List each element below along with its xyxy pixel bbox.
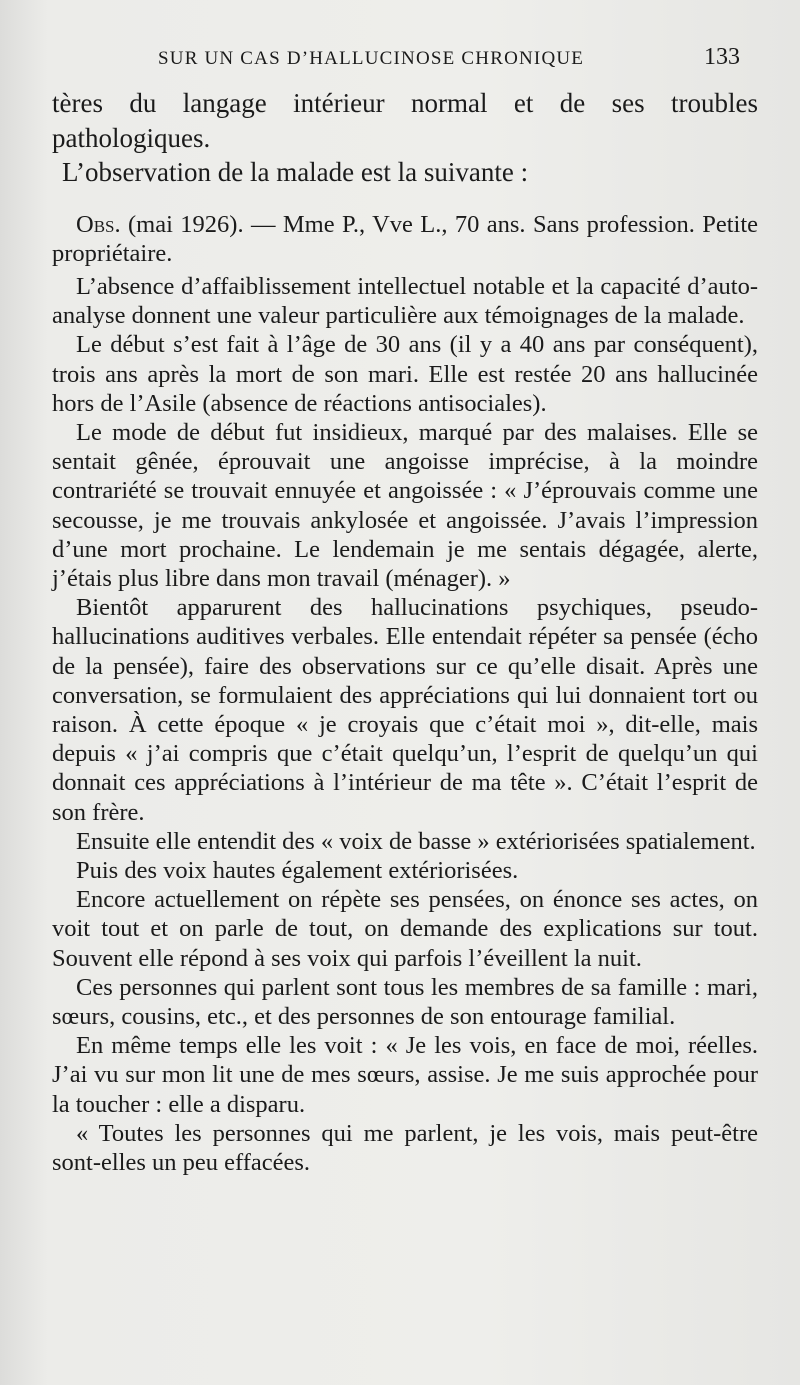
observation-paragraph: Ces personnes qui parlent sont tous les membres de sa famille : mari, sœurs, cousins, etc., et des personnes de son entourage familial. xyxy=(52,973,758,1030)
observation-paragraph: Le mode de début fut insidieux, marqué par des malaises. Elle se sentait gênée, éprouvait une angoisse imprécise, à la moindre contrariété se trouvait ennuyée et angoissée : « J’éprouvais comme une secousse, je me trouvais ankylosée et angoissée. J’avais l’impression d’une mort prochaine. Le lendemain je me sentais dégagée, alerte, j’étais plus libre dans mon travail (ménager). » xyxy=(52,418,758,592)
observation-paragraph: En même temps elle les voit : « Je les vois, en face de moi, réelles. J’ai vu sur mon lit une de mes sœurs, assise. Je me suis approchée pour la toucher : elle a disparu. xyxy=(52,1032,758,1118)
observation-paragraph: Encore actuellement on répète ses pensées, on énonce ses actes, on voit tout et on parle de tout, on demande des explications sur tout. Souvent elle répond à ses voix qui parfois l’éveillent la nuit. xyxy=(52,886,758,972)
observation-heading-text: (mai 1926). — Mme P., Vve L., 70 ans. Sans profession. Petite propriétaire. xyxy=(52,210,759,267)
intro-section xyxy=(52,86,758,190)
body-text xyxy=(52,86,758,1177)
observation-paragraph: L’absence d’affaiblissement intellectuel notable et la capacité d’auto-analyse donnent une valeur particulière aux témoignages de la malade. xyxy=(52,272,758,330)
intro-paragraph-2: L’observation de la malade est la suivante : xyxy=(62,157,529,187)
observation-paragraph: Ensuite elle entendit des « voix de basse » extériorisées spatialement. xyxy=(76,827,756,855)
observation-heading xyxy=(52,210,758,268)
intro-paragraph-1: tères du langage intérieur normal et de ses troubles pathologiques. xyxy=(52,88,758,153)
observation-paragraph: « Toutes les personnes qui me parlent, je les vois, mais peut-être sont-elles un peu effacées. xyxy=(52,1119,758,1176)
observation-paragraph: Bientôt apparurent des hallucinations psychiques, pseudo-hallucinations auditives verbales. Elle entendait répéter sa pensée (écho de la pensée), faire des observations sur ce qu’elle disait. Après une conversation, se formulaient des appréciations qui lui donnaient tort ou raison. À cette époque « je croyais que c’était moi », dit-elle, mais depuis « j’ai compris que c’était quelqu’un, l’esprit de quelqu’un qui donnait ces appréciations à l’intérieur de ma tête ». C’était l’esprit de son frère. xyxy=(52,594,758,826)
running-title: SUR UN CAS D’HALLUCINOSE CHRONIQUE xyxy=(158,48,585,69)
page-header xyxy=(140,44,740,74)
observation-label: Obs. xyxy=(76,210,121,238)
observation-section xyxy=(52,210,758,1178)
observation-paragraph: Puis des voix hautes également extériorisées. xyxy=(76,856,519,884)
observation-paragraph: Le début s’est fait à l’âge de 30 ans (il y a 40 ans par conséquent), trois ans après la mort de son mari. Elle est restée 20 ans hallucinée hors de l’Asile (absence de réactions antisociales). xyxy=(52,331,758,417)
page-number: 133 xyxy=(704,44,740,70)
